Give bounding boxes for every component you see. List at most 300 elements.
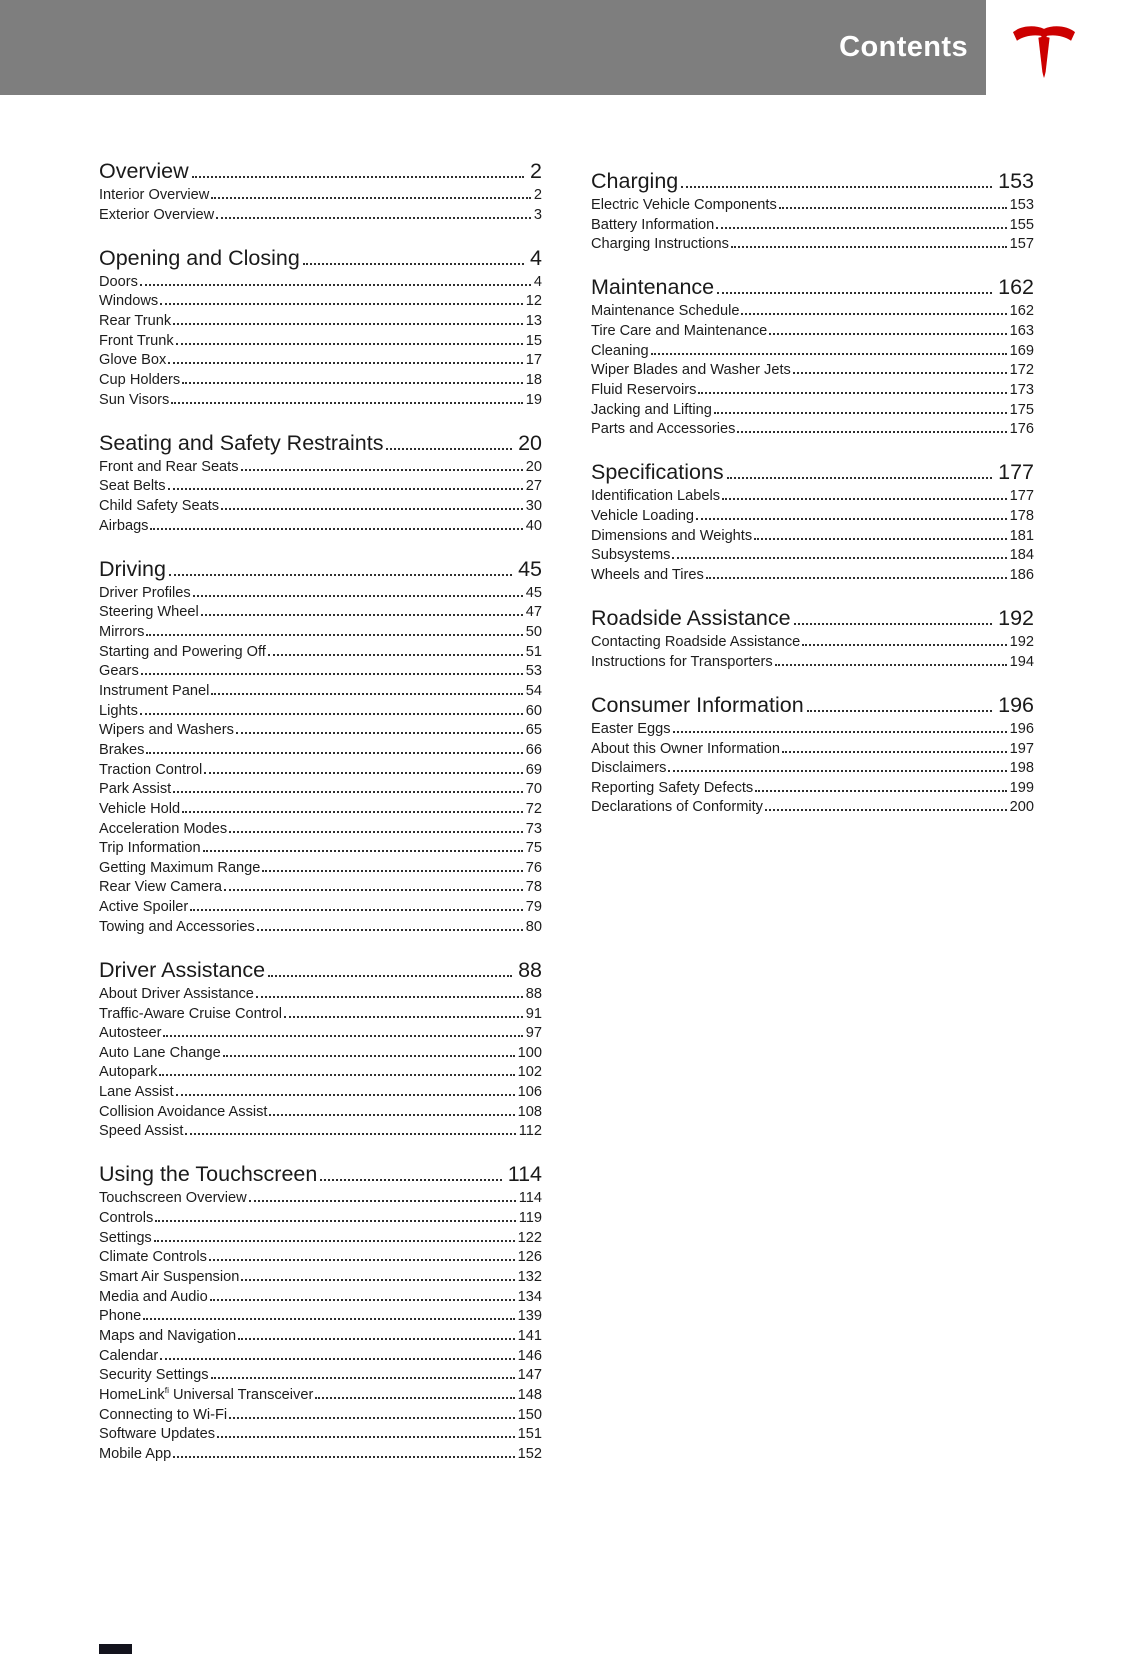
toc-entry[interactable] <box>99 206 542 226</box>
dotted-leader <box>236 732 523 734</box>
entry-page-number: 169 <box>1009 342 1034 359</box>
entry-title: Maps and Navigation <box>99 1327 237 1344</box>
dotted-leader <box>141 673 523 675</box>
entry-title: Acceleration Modes <box>99 820 228 837</box>
dotted-leader <box>173 323 523 325</box>
entry-title: Gears <box>99 663 139 680</box>
toc-entry[interactable] <box>99 1386 542 1406</box>
toc-section <box>591 168 1034 255</box>
toc-section-heading[interactable] <box>591 168 1034 194</box>
entry-title: Smart Air Suspension <box>99 1269 240 1286</box>
footer-page-marker <box>99 1644 132 1654</box>
dotted-leader <box>284 1016 523 1018</box>
section-title: Maintenance <box>591 275 715 300</box>
toc-section <box>591 692 1034 818</box>
entry-title: Front and Rear Seats <box>99 458 239 475</box>
entry-title: Connecting to Wi-Fi <box>99 1406 228 1423</box>
toc-entry[interactable] <box>591 322 1034 342</box>
entry-title: Sun Visors <box>99 391 170 408</box>
entry-page-number: 51 <box>525 643 542 660</box>
dotted-leader <box>737 431 1006 433</box>
dotted-leader <box>268 975 512 977</box>
toc-entry[interactable] <box>591 361 1034 381</box>
entry-page-number: 27 <box>525 478 542 495</box>
entry-page-number: 197 <box>1009 740 1034 757</box>
dotted-leader <box>386 448 512 450</box>
toc-section <box>99 556 542 938</box>
dotted-leader <box>303 263 524 265</box>
toc-section-heading[interactable] <box>591 605 1034 631</box>
toc-entry[interactable] <box>591 342 1034 362</box>
entry-page-number: 13 <box>525 313 542 330</box>
entry-title: Starting and Powering Off <box>99 643 266 660</box>
toc-entry[interactable] <box>99 1406 542 1426</box>
toc-entry[interactable] <box>99 643 542 663</box>
toc-entry[interactable] <box>99 820 542 840</box>
dotted-leader <box>241 469 523 471</box>
toc-section <box>591 459 1034 585</box>
dotted-leader <box>706 577 1007 579</box>
section-page-number: 153 <box>998 169 1034 193</box>
entry-page-number: 178 <box>1009 508 1034 525</box>
entry-page-number: 20 <box>525 458 542 475</box>
toc-entry[interactable] <box>99 312 542 332</box>
entry-title: Instrument Panel <box>99 683 210 700</box>
entry-page-number: 177 <box>1009 488 1034 505</box>
entry-page-number: 134 <box>517 1288 542 1305</box>
toc-entry[interactable] <box>591 633 1034 653</box>
toc-section-heading[interactable] <box>99 430 542 456</box>
dotted-leader <box>173 1456 514 1458</box>
entry-page-number: 47 <box>525 604 542 621</box>
toc-entry[interactable] <box>591 235 1034 255</box>
toc-entry[interactable] <box>591 566 1034 586</box>
dotted-leader <box>229 831 523 833</box>
entry-title: Child Safety Seats <box>99 498 220 515</box>
entry-page-number: 152 <box>517 1445 542 1462</box>
toc-entry[interactable] <box>99 761 542 781</box>
entry-page-number: 17 <box>525 352 542 369</box>
entry-title: Media and Audio <box>99 1288 208 1305</box>
entry-title: Controls <box>99 1210 154 1227</box>
toc-entry[interactable] <box>99 1327 542 1347</box>
entry-page-number: 192 <box>1009 634 1034 651</box>
dotted-leader <box>668 770 1006 772</box>
toc-section-heading[interactable] <box>99 556 542 582</box>
toc-entry[interactable] <box>591 507 1034 527</box>
entry-title: Contacting Roadside Assistance <box>591 634 801 651</box>
dotted-leader <box>257 929 523 931</box>
dotted-leader <box>211 197 531 199</box>
dotted-leader <box>229 1417 514 1419</box>
entry-page-number: 2 <box>533 187 542 203</box>
section-page-number: 88 <box>518 957 542 982</box>
section-page-number: 162 <box>998 275 1034 300</box>
entry-title: Phone <box>99 1308 142 1325</box>
dotted-leader <box>146 634 522 636</box>
dotted-leader <box>779 207 1007 209</box>
dotted-leader <box>193 595 523 597</box>
toc-entry[interactable] <box>99 682 542 702</box>
dotted-leader <box>176 1094 515 1096</box>
dotted-leader <box>160 303 523 305</box>
toc-entry[interactable] <box>99 839 542 859</box>
dotted-leader <box>210 1299 515 1301</box>
toc-entry[interactable] <box>591 759 1034 779</box>
entry-title: Park Assist <box>99 781 172 798</box>
dotted-leader <box>238 1338 515 1340</box>
entry-page-number: 88 <box>525 985 542 1002</box>
toc-entry[interactable] <box>99 1425 542 1445</box>
entry-title: Front Trunk <box>99 332 174 349</box>
toc-entry[interactable] <box>99 1268 542 1288</box>
entry-page-number: 200 <box>1009 799 1034 816</box>
toc-entry[interactable] <box>591 779 1034 799</box>
entry-page-number: 194 <box>1009 653 1034 670</box>
entry-page-number: 45 <box>525 584 542 601</box>
toc-entry[interactable] <box>99 1005 542 1025</box>
entry-title: Autopark <box>99 1064 158 1081</box>
dotted-leader <box>731 246 1007 248</box>
toc-entry[interactable] <box>591 401 1034 421</box>
entry-page-number: 78 <box>525 879 542 896</box>
toc-entry[interactable] <box>591 381 1034 401</box>
toc-entry[interactable] <box>591 487 1034 507</box>
entry-title: Rear View Camera <box>99 879 223 896</box>
entry-title: Airbags <box>99 517 149 534</box>
toc-entry[interactable] <box>591 740 1034 760</box>
toc-entry[interactable] <box>99 918 542 938</box>
dotted-leader <box>203 850 523 852</box>
toc-entry[interactable] <box>99 391 542 411</box>
entry-title: Driver Profiles <box>99 584 191 601</box>
entry-page-number: 176 <box>1009 421 1034 438</box>
toc-entry[interactable] <box>99 584 542 604</box>
dotted-leader <box>672 557 1006 559</box>
toc-entry[interactable] <box>99 985 542 1005</box>
section-page-number: 2 <box>530 159 542 183</box>
entry-title: Doors <box>99 273 138 290</box>
entry-page-number: 91 <box>525 1005 542 1022</box>
toc-entry[interactable] <box>99 1044 542 1064</box>
entry-title: Towing and Accessories <box>99 918 255 935</box>
dotted-leader <box>717 292 992 294</box>
entry-title-superscript: fi <box>164 1385 169 1396</box>
dotted-leader <box>315 1397 514 1399</box>
entry-page-number: 4 <box>533 273 542 290</box>
toc-entry[interactable] <box>99 623 542 643</box>
toc-entry[interactable] <box>99 371 542 391</box>
dotted-leader <box>268 654 523 656</box>
toc-entry[interactable] <box>99 603 542 623</box>
entry-title: Lane Assist <box>99 1084 174 1101</box>
dotted-leader <box>716 227 1006 229</box>
dotted-leader <box>698 392 1006 394</box>
toc-entry[interactable] <box>99 458 542 478</box>
section-page-number: 177 <box>998 460 1034 485</box>
entry-page-number: 15 <box>525 332 542 349</box>
dotted-leader <box>241 1279 514 1281</box>
entry-title: Brakes <box>99 741 145 758</box>
toc-section-heading[interactable] <box>99 1161 542 1187</box>
entry-page-number: 50 <box>525 624 542 641</box>
entry-title: Charging Instructions <box>591 236 729 253</box>
dotted-leader <box>185 1133 515 1135</box>
entry-title: Instructions for Transporters <box>591 653 773 670</box>
toc-entry[interactable] <box>591 546 1034 566</box>
entry-page-number: 141 <box>517 1327 542 1344</box>
toc-section-heading[interactable] <box>99 245 542 271</box>
toc-entry[interactable] <box>99 859 542 879</box>
toc-entry[interactable] <box>99 1189 542 1209</box>
entry-page-number: 199 <box>1009 779 1034 796</box>
dotted-leader <box>217 1436 515 1438</box>
dotted-leader <box>714 412 1007 414</box>
dotted-leader <box>221 508 523 510</box>
section-page-number: 20 <box>518 430 542 455</box>
toc-entry[interactable] <box>99 1288 542 1308</box>
entry-title: Vehicle Loading <box>591 508 695 525</box>
entry-page-number: 97 <box>525 1025 542 1042</box>
toc-column-left <box>99 158 542 1484</box>
dotted-leader <box>168 362 522 364</box>
toc-entry[interactable] <box>591 196 1034 216</box>
toc-entry[interactable] <box>99 1366 542 1386</box>
toc-section-heading[interactable] <box>99 957 542 983</box>
section-title: Driving <box>99 556 166 581</box>
toc-entry[interactable] <box>99 1229 542 1249</box>
section-title: Opening and Closing <box>99 245 300 270</box>
toc-entry[interactable] <box>99 878 542 898</box>
toc-section <box>99 430 542 537</box>
section-title: Using the Touchscreen <box>99 1162 318 1187</box>
toc-entry[interactable] <box>99 1347 542 1367</box>
entry-title: Identification Labels <box>591 488 720 505</box>
entry-page-number: 65 <box>525 722 542 739</box>
section-title: Roadside Assistance <box>591 606 791 631</box>
toc-entry[interactable] <box>99 1445 542 1465</box>
entry-page-number: 75 <box>525 840 542 857</box>
entry-title: Calendar <box>99 1347 159 1364</box>
entry-page-number: 126 <box>517 1249 542 1266</box>
toc-entry[interactable] <box>99 351 542 371</box>
toc-entry[interactable] <box>99 1103 542 1123</box>
entry-page-number: 70 <box>525 781 542 798</box>
entry-title: Security Settings <box>99 1367 209 1384</box>
toc-entry[interactable] <box>99 662 542 682</box>
dotted-leader <box>169 574 512 576</box>
toc-section-heading[interactable] <box>591 274 1034 300</box>
toc-entry[interactable] <box>99 273 542 293</box>
toc-entry[interactable] <box>99 721 542 741</box>
toc-entry[interactable] <box>591 216 1034 236</box>
toc-entry[interactable] <box>99 741 542 761</box>
entry-page-number: 18 <box>525 371 542 388</box>
entry-title: Speed Assist <box>99 1123 184 1140</box>
entry-page-number: 155 <box>1009 216 1034 233</box>
section-page-number: 4 <box>530 245 542 270</box>
dotted-leader <box>320 1179 501 1181</box>
entry-title: Lights <box>99 702 138 719</box>
entry-title: Autosteer <box>99 1025 162 1042</box>
entry-page-number: 163 <box>1009 323 1034 340</box>
entry-page-number: 100 <box>517 1044 542 1061</box>
toc-entry[interactable] <box>99 1248 542 1268</box>
entry-title: Traffic-Aware Cruise Control <box>99 1005 283 1022</box>
toc-entry[interactable] <box>591 302 1034 322</box>
dotted-leader <box>201 614 523 616</box>
dotted-leader <box>140 284 531 286</box>
dotted-leader <box>722 498 1007 500</box>
dotted-leader <box>211 1377 515 1379</box>
dotted-leader <box>782 751 1007 753</box>
dotted-leader <box>754 538 1006 540</box>
dotted-leader <box>696 518 1007 520</box>
section-title: Consumer Information <box>591 692 804 717</box>
toc-section <box>99 1161 542 1464</box>
toc-entry[interactable] <box>99 517 542 537</box>
entry-title: Reporting Safety Defects <box>591 779 754 796</box>
dotted-leader <box>223 1055 515 1057</box>
toc-section <box>591 605 1034 672</box>
tesla-logo <box>997 0 1090 95</box>
entry-page-number: 112 <box>518 1123 542 1140</box>
entry-page-number: 108 <box>517 1103 542 1120</box>
dotted-leader <box>769 333 1006 335</box>
dotted-leader <box>211 693 522 695</box>
entry-page-number: 12 <box>525 293 542 310</box>
dotted-leader <box>249 1200 516 1202</box>
dotted-leader <box>681 186 992 188</box>
entry-page-number: 157 <box>1009 236 1034 253</box>
dotted-leader <box>727 477 992 479</box>
entry-title: Seat Belts <box>99 478 166 495</box>
entry-title: About this Owner Information <box>591 740 780 757</box>
entry-title: Settings <box>99 1229 152 1246</box>
dotted-leader <box>140 713 523 715</box>
toc-entry[interactable] <box>99 702 542 722</box>
entry-page-number: 148 <box>517 1386 542 1403</box>
entry-title: Mobile App <box>99 1445 172 1462</box>
dotted-leader <box>163 1035 522 1037</box>
entry-title: Wheels and Tires <box>591 566 704 583</box>
dotted-leader <box>159 1074 514 1076</box>
toc-entry[interactable] <box>591 527 1034 547</box>
toc-entry[interactable] <box>99 1307 542 1327</box>
entry-title: Windows <box>99 293 159 310</box>
toc-entry[interactable] <box>99 477 542 497</box>
entry-title: About Driver Assistance <box>99 985 254 1002</box>
page-title: Contents <box>839 31 968 63</box>
entry-page-number: 72 <box>525 800 542 817</box>
entry-page-number: 19 <box>525 391 542 408</box>
section-page-number: 114 <box>507 1162 542 1187</box>
toc-entry[interactable] <box>99 1122 542 1142</box>
entry-page-number: 40 <box>525 517 542 534</box>
dotted-leader <box>262 870 522 872</box>
dotted-leader <box>168 488 523 490</box>
entry-page-number: 122 <box>517 1229 542 1246</box>
dotted-leader <box>182 382 523 384</box>
toc-entry[interactable] <box>99 332 542 352</box>
dotted-leader <box>150 528 522 530</box>
toc-entry[interactable] <box>99 780 542 800</box>
toc-section <box>99 957 542 1142</box>
toc-section-heading[interactable] <box>591 692 1034 718</box>
toc-section-heading[interactable] <box>591 459 1034 485</box>
toc-entry[interactable] <box>591 798 1034 818</box>
toc-entry[interactable] <box>99 1209 542 1229</box>
dotted-leader <box>216 217 531 219</box>
section-page-number: 192 <box>998 606 1034 631</box>
dotted-leader <box>146 752 522 754</box>
entry-page-number: 172 <box>1009 362 1034 379</box>
entry-title: Collision Avoidance Assist <box>99 1103 268 1120</box>
entry-page-number: 186 <box>1009 566 1034 583</box>
toc-entry[interactable] <box>99 497 542 517</box>
entry-title: Electric Vehicle Components <box>591 197 777 213</box>
dotted-leader <box>143 1318 514 1320</box>
toc-entry[interactable] <box>99 186 542 206</box>
entry-page-number: 53 <box>525 663 542 680</box>
dotted-leader <box>651 353 1007 355</box>
entry-page-number: 153 <box>1009 197 1034 213</box>
header-bar <box>0 0 986 95</box>
entry-page-number: 173 <box>1009 381 1034 398</box>
entry-page-number: 147 <box>517 1367 542 1384</box>
entry-title: Easter Eggs <box>591 720 671 737</box>
entry-page-number: 114 <box>518 1190 542 1207</box>
dotted-leader <box>807 710 992 712</box>
entry-title: Steering Wheel <box>99 604 199 621</box>
dotted-leader <box>160 1358 514 1360</box>
toc-section <box>591 274 1034 439</box>
entry-page-number: 119 <box>518 1210 542 1227</box>
toc-entry[interactable] <box>99 1024 542 1044</box>
entry-title: Wipers and Washers <box>99 722 234 739</box>
entry-title: Touchscreen Overview <box>99 1190 247 1207</box>
entry-title: Wiper Blades and Washer Jets <box>591 362 791 379</box>
entry-page-number: 80 <box>525 918 542 935</box>
entry-page-number: 151 <box>517 1426 542 1443</box>
entry-title: Active Spoiler <box>99 899 189 916</box>
entry-title: Trip Information <box>99 840 201 857</box>
entry-title: Traction Control <box>99 761 203 778</box>
toc-entry[interactable] <box>99 800 542 820</box>
entry-title: Mirrors <box>99 624 145 641</box>
toc-entry[interactable] <box>591 420 1034 440</box>
dotted-leader <box>765 809 1007 811</box>
toc-entry[interactable] <box>591 720 1034 740</box>
entry-title: Software Updates <box>99 1426 216 1443</box>
entry-title: Disclaimers <box>591 760 667 777</box>
entry-page-number: 150 <box>517 1406 542 1423</box>
toc-entry[interactable] <box>591 653 1034 673</box>
toc-entry[interactable] <box>99 898 542 918</box>
toc-section-heading[interactable] <box>99 158 542 184</box>
dotted-leader <box>154 1240 515 1242</box>
toc-entry[interactable] <box>99 1083 542 1103</box>
entry-page-number: 139 <box>517 1308 542 1325</box>
entry-page-number: 184 <box>1009 547 1034 564</box>
entry-page-number: 102 <box>517 1064 542 1081</box>
entry-title: Glove Box <box>99 352 167 369</box>
entry-page-number: 196 <box>1009 720 1034 737</box>
dotted-leader <box>794 623 993 625</box>
toc-entry[interactable] <box>99 1063 542 1083</box>
toc-entry[interactable] <box>99 292 542 312</box>
entry-title: Exterior Overview <box>99 206 215 223</box>
